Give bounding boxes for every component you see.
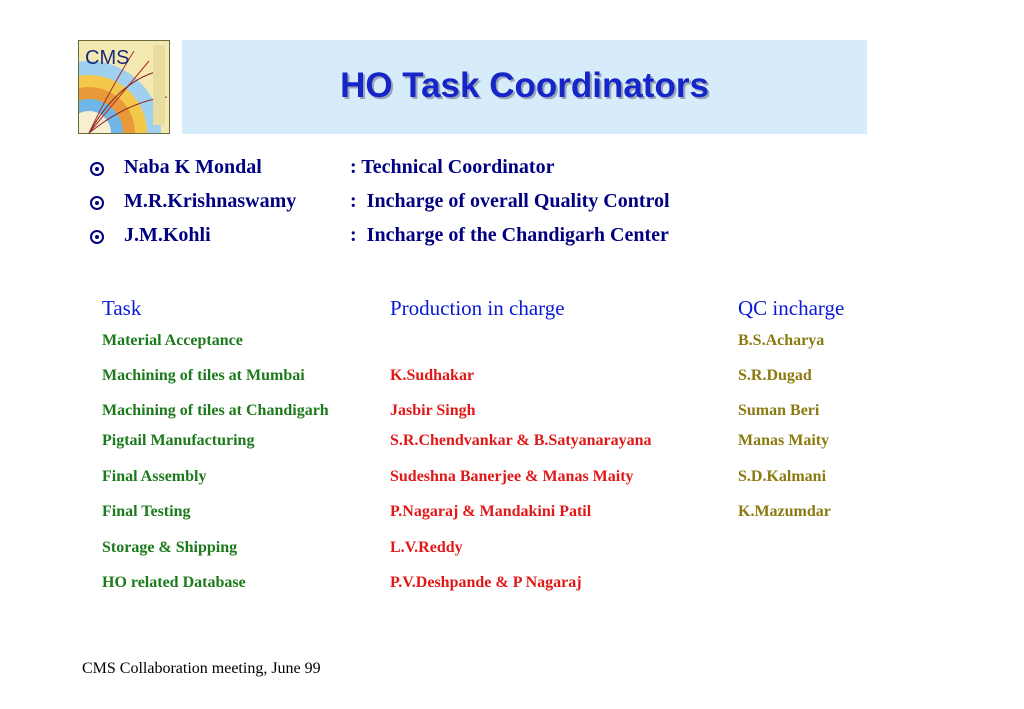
qc-cell: B.S.Acharya — [738, 332, 825, 349]
task-cell: Pigtail Manufacturing — [102, 432, 255, 449]
coordinator-name: J.M.Kohli — [124, 224, 211, 246]
coordinator-name: Naba K Mondal — [124, 156, 262, 178]
qc-cell: S.R.Dugad — [738, 367, 812, 384]
production-cell: L.V.Reddy — [390, 539, 463, 556]
task-cell: Storage & Shipping — [102, 539, 238, 556]
coordinator-item — [90, 224, 790, 258]
production-cell: P.V.Deshpande & P Nagaraj — [390, 574, 582, 591]
cms-logo-icon — [78, 40, 170, 134]
coordinator-name: M.R.Krishnaswamy — [124, 190, 297, 212]
title-banner — [182, 40, 867, 134]
qc-cell: Suman Beri — [738, 402, 820, 419]
circle-bullet-icon — [90, 196, 104, 210]
footer-text: CMS Collaboration meeting, June 99 — [82, 660, 321, 677]
task-cell: Machining of tiles at Chandigarh — [102, 402, 329, 419]
coordinator-role: : Incharge of the Chandigarh Center — [350, 224, 669, 246]
production-cell: K.Sudhakar — [390, 367, 475, 384]
coordinator-role: : Technical Coordinator — [350, 156, 555, 178]
qc-cell: S.D.Kalmani — [738, 468, 827, 485]
header-qc: QC incharge — [738, 296, 845, 320]
coordinator-item — [90, 190, 790, 224]
task-cell: Final Testing — [102, 503, 191, 520]
production-cell: S.R.Chendvankar & B.Satyanarayana — [390, 432, 652, 449]
task-cell: Material Acceptance — [102, 332, 243, 349]
qc-cell: K.Mazumdar — [738, 503, 831, 520]
production-cell: P.Nagaraj & Mandakini Patil — [390, 503, 592, 520]
coordinator-list — [90, 156, 790, 258]
circle-bullet-icon — [90, 162, 104, 176]
task-cell: Final Assembly — [102, 468, 207, 485]
qc-cell: Manas Maity — [738, 432, 830, 449]
logo-text: CMS — [85, 47, 130, 69]
task-cell: HO related Database — [102, 574, 246, 591]
header-task: Task — [102, 296, 142, 320]
page-title: HO Task Coordinators — [340, 66, 709, 105]
circle-bullet-icon — [90, 230, 104, 244]
production-cell: Sudeshna Banerjee & Manas Maity — [390, 468, 634, 485]
production-cell: Jasbir Singh — [390, 402, 476, 419]
task-cell: Machining of tiles at Mumbai — [102, 367, 305, 384]
header-production: Production in charge — [390, 296, 565, 320]
coordinator-role: : Incharge of overall Quality Control — [350, 190, 670, 212]
coordinator-item — [90, 156, 790, 190]
